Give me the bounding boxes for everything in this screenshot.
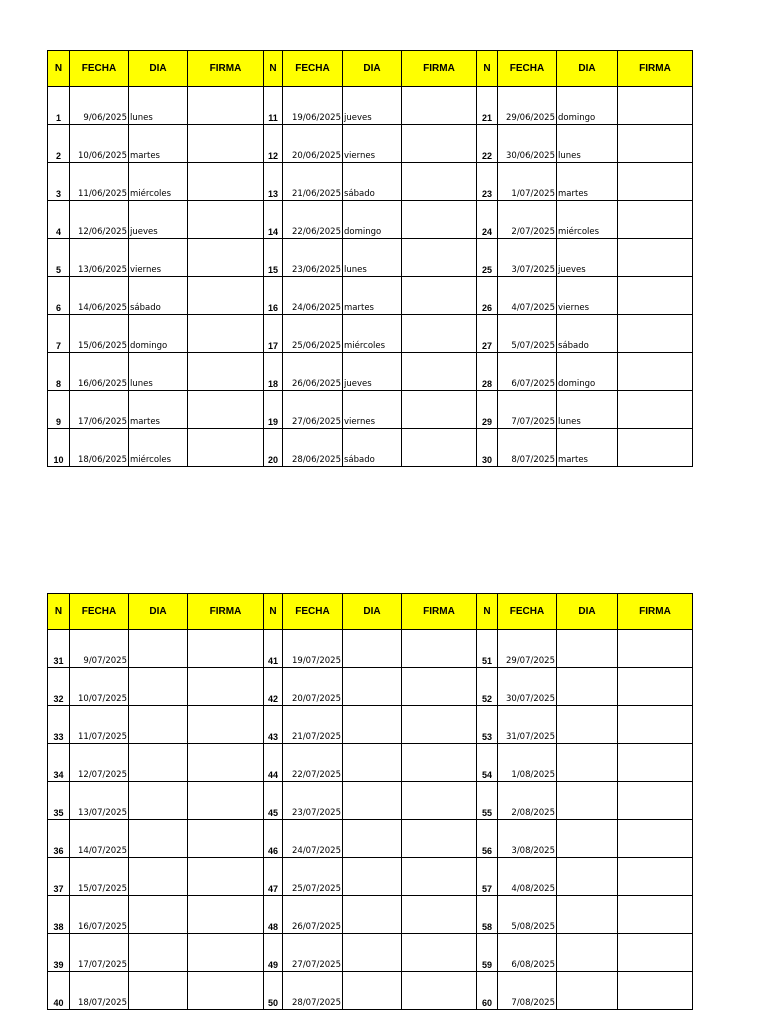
weekday-cell: martes [557,429,618,467]
weekday-cell [129,820,188,858]
signature-cell [618,391,693,429]
date-cell: 19/07/2025 [283,630,343,668]
signature-cell [618,125,693,163]
signature-cell [618,163,693,201]
row-number: 50 [264,972,283,1010]
row-number: 35 [48,782,70,820]
weekday-cell [343,972,402,1010]
row-number: 2 [48,125,70,163]
header-dia: DIA [557,51,618,87]
signature-cell [402,668,477,706]
signature-cell [402,820,477,858]
weekday-cell [129,858,188,896]
row-number: 12 [264,125,283,163]
row-number: 14 [264,201,283,239]
date-cell: 23/06/2025 [283,239,343,277]
table-row [48,429,693,467]
date-cell: 5/07/2025 [498,315,557,353]
row-number: 47 [264,858,283,896]
table-row [48,163,693,201]
header-firma: FIRMA [402,51,477,87]
date-cell: 6/07/2025 [498,353,557,391]
weekday-cell [557,668,618,706]
weekday-cell [557,630,618,668]
header-n: N [48,594,70,630]
weekday-cell [557,934,618,972]
signature-cell [188,277,264,315]
row-number: 23 [477,163,498,201]
weekday-cell: miércoles [343,315,402,353]
row-number: 26 [477,277,498,315]
signature-cell [188,391,264,429]
row-number: 31 [48,630,70,668]
weekday-cell: lunes [129,87,188,125]
signature-cell [618,668,693,706]
signature-cell [618,706,693,744]
weekday-cell: sábado [343,429,402,467]
signature-cell [618,744,693,782]
weekday-cell: martes [129,391,188,429]
table-row [48,820,693,858]
signature-cell [618,315,693,353]
table-row [48,125,693,163]
header-fecha: FECHA [498,594,557,630]
date-cell: 12/06/2025 [70,201,129,239]
header-firma: FIRMA [618,594,693,630]
row-number: 38 [48,896,70,934]
attendance-table-2 [47,593,693,1010]
row-number: 6 [48,277,70,315]
row-number: 54 [477,744,498,782]
signature-cell [188,429,264,467]
weekday-cell: martes [129,125,188,163]
signature-cell [188,87,264,125]
row-number: 27 [477,315,498,353]
signature-cell [402,125,477,163]
date-cell: 17/07/2025 [70,934,129,972]
header-n: N [477,51,498,87]
date-cell: 14/06/2025 [70,277,129,315]
weekday-cell [557,782,618,820]
weekday-cell: viernes [129,239,188,277]
table-row [48,668,693,706]
weekday-cell [129,668,188,706]
date-cell: 9/06/2025 [70,87,129,125]
weekday-cell [343,706,402,744]
date-cell: 26/07/2025 [283,896,343,934]
signature-cell [402,896,477,934]
date-cell: 20/06/2025 [283,125,343,163]
signature-cell [188,896,264,934]
weekday-cell [557,972,618,1010]
date-cell: 2/08/2025 [498,782,557,820]
weekday-cell: miércoles [557,201,618,239]
header-n: N [48,51,70,87]
signature-cell [188,630,264,668]
row-number: 34 [48,744,70,782]
header-fecha: FECHA [283,594,343,630]
weekday-cell: jueves [129,201,188,239]
table-row [48,972,693,1010]
table-body [48,630,693,1010]
row-number: 59 [477,934,498,972]
weekday-cell: viernes [343,125,402,163]
signature-cell [618,429,693,467]
table-row [48,353,693,391]
weekday-cell [129,934,188,972]
weekday-cell: jueves [343,87,402,125]
signature-cell [402,163,477,201]
header-fecha: FECHA [70,51,129,87]
signature-cell [188,972,264,1010]
row-number: 49 [264,934,283,972]
date-cell: 25/07/2025 [283,858,343,896]
date-cell: 25/06/2025 [283,315,343,353]
weekday-cell [343,858,402,896]
header-n: N [264,594,283,630]
date-cell: 27/06/2025 [283,391,343,429]
signature-cell [402,201,477,239]
table-row [48,87,693,125]
header-firma: FIRMA [188,51,264,87]
header-firma: FIRMA [188,594,264,630]
weekday-cell [557,820,618,858]
row-number: 41 [264,630,283,668]
weekday-cell [129,782,188,820]
row-number: 32 [48,668,70,706]
header-fecha: FECHA [498,51,557,87]
date-cell: 1/08/2025 [498,744,557,782]
row-number: 10 [48,429,70,467]
signature-cell [618,972,693,1010]
weekday-cell: sábado [343,163,402,201]
table-row [48,706,693,744]
row-number: 48 [264,896,283,934]
date-cell: 15/06/2025 [70,315,129,353]
signature-cell [402,782,477,820]
signature-cell [188,239,264,277]
date-cell: 10/07/2025 [70,668,129,706]
weekday-cell: domingo [557,353,618,391]
row-number: 53 [477,706,498,744]
weekday-cell: martes [343,277,402,315]
signature-cell [618,896,693,934]
signature-cell [188,858,264,896]
header-dia: DIA [129,594,188,630]
weekday-cell: domingo [343,201,402,239]
date-cell: 15/07/2025 [70,858,129,896]
weekday-cell: domingo [129,315,188,353]
table-row [48,630,693,668]
weekday-cell: miércoles [129,429,188,467]
signature-cell [618,353,693,391]
weekday-cell [343,896,402,934]
signature-cell [188,706,264,744]
date-cell: 24/07/2025 [283,820,343,858]
row-number: 33 [48,706,70,744]
header-dia: DIA [343,51,402,87]
row-number: 40 [48,972,70,1010]
row-number: 4 [48,201,70,239]
date-cell: 27/07/2025 [283,934,343,972]
row-number: 25 [477,239,498,277]
table-row [48,277,693,315]
date-cell: 9/07/2025 [70,630,129,668]
row-number: 42 [264,668,283,706]
date-cell: 20/07/2025 [283,668,343,706]
date-cell: 7/07/2025 [498,391,557,429]
row-number: 51 [477,630,498,668]
signature-cell [402,858,477,896]
header-fecha: FECHA [70,594,129,630]
header-fecha: FECHA [283,51,343,87]
date-cell: 24/06/2025 [283,277,343,315]
date-cell: 2/07/2025 [498,201,557,239]
signature-cell [402,87,477,125]
weekday-cell: lunes [557,391,618,429]
row-number: 16 [264,277,283,315]
date-cell: 28/06/2025 [283,429,343,467]
date-cell: 7/08/2025 [498,972,557,1010]
signature-cell [188,668,264,706]
row-number: 39 [48,934,70,972]
table-row [48,858,693,896]
signature-cell [188,934,264,972]
date-cell: 8/07/2025 [498,429,557,467]
signature-cell [402,391,477,429]
signature-cell [618,858,693,896]
table-row [48,201,693,239]
weekday-cell: lunes [343,239,402,277]
weekday-cell [129,706,188,744]
row-number: 37 [48,858,70,896]
date-cell: 19/06/2025 [283,87,343,125]
row-number: 28 [477,353,498,391]
date-cell: 1/07/2025 [498,163,557,201]
signature-cell [618,277,693,315]
signature-cell [618,201,693,239]
row-number: 55 [477,782,498,820]
row-number: 7 [48,315,70,353]
weekday-cell [557,706,618,744]
date-cell: 21/06/2025 [283,163,343,201]
signature-cell [618,239,693,277]
header-dia: DIA [557,594,618,630]
table-row [48,315,693,353]
row-number: 17 [264,315,283,353]
row-number: 19 [264,391,283,429]
signature-cell [402,315,477,353]
row-number: 30 [477,429,498,467]
weekday-cell [343,744,402,782]
row-number: 18 [264,353,283,391]
date-cell: 31/07/2025 [498,706,557,744]
date-cell: 13/07/2025 [70,782,129,820]
date-cell: 22/07/2025 [283,744,343,782]
table-body [48,87,693,467]
row-number: 60 [477,972,498,1010]
weekday-cell: viernes [343,391,402,429]
signature-cell [402,934,477,972]
signature-cell [618,934,693,972]
date-cell: 23/07/2025 [283,782,343,820]
row-number: 43 [264,706,283,744]
weekday-cell [343,782,402,820]
date-cell: 28/07/2025 [283,972,343,1010]
row-number: 11 [264,87,283,125]
header-n: N [477,594,498,630]
signature-cell [402,239,477,277]
date-cell: 30/06/2025 [498,125,557,163]
row-number: 57 [477,858,498,896]
row-number: 46 [264,820,283,858]
date-cell: 3/07/2025 [498,239,557,277]
signature-cell [402,972,477,1010]
row-number: 36 [48,820,70,858]
date-cell: 18/07/2025 [70,972,129,1010]
weekday-cell: sábado [557,315,618,353]
date-cell: 4/08/2025 [498,858,557,896]
row-number: 22 [477,125,498,163]
signature-cell [402,429,477,467]
date-cell: 10/06/2025 [70,125,129,163]
weekday-cell [129,972,188,1010]
weekday-cell: domingo [557,87,618,125]
date-cell: 12/07/2025 [70,744,129,782]
row-number: 21 [477,87,498,125]
signature-cell [188,315,264,353]
weekday-cell: jueves [343,353,402,391]
date-cell: 21/07/2025 [283,706,343,744]
signature-cell [618,87,693,125]
weekday-cell [343,820,402,858]
signature-cell [188,201,264,239]
row-number: 45 [264,782,283,820]
table-row [48,391,693,429]
header-dia: DIA [129,51,188,87]
date-cell: 11/07/2025 [70,706,129,744]
row-number: 3 [48,163,70,201]
weekday-cell [557,744,618,782]
date-cell: 26/06/2025 [283,353,343,391]
weekday-cell [129,896,188,934]
table-row [48,744,693,782]
table-row [48,782,693,820]
signature-cell [188,353,264,391]
signature-cell [402,353,477,391]
weekday-cell [343,934,402,972]
row-number: 58 [477,896,498,934]
weekday-cell [129,744,188,782]
signature-cell [402,744,477,782]
date-cell: 13/06/2025 [70,239,129,277]
weekday-cell: martes [557,163,618,201]
table-row [48,239,693,277]
date-cell: 3/08/2025 [498,820,557,858]
header-firma: FIRMA [618,51,693,87]
signature-cell [618,782,693,820]
header-row [48,594,693,630]
row-number: 20 [264,429,283,467]
header-row [48,51,693,87]
weekday-cell: lunes [129,353,188,391]
weekday-cell: sábado [129,277,188,315]
row-number: 56 [477,820,498,858]
row-number: 44 [264,744,283,782]
signature-cell [188,163,264,201]
attendance-table-1 [47,50,693,467]
row-number: 9 [48,391,70,429]
date-cell: 30/07/2025 [498,668,557,706]
signature-cell [188,782,264,820]
row-number: 1 [48,87,70,125]
weekday-cell: miércoles [129,163,188,201]
header-n: N [264,51,283,87]
date-cell: 29/07/2025 [498,630,557,668]
signature-cell [402,706,477,744]
row-number: 29 [477,391,498,429]
signature-cell [188,744,264,782]
date-cell: 22/06/2025 [283,201,343,239]
date-cell: 14/07/2025 [70,820,129,858]
weekday-cell: lunes [557,125,618,163]
signature-cell [188,820,264,858]
weekday-cell [343,630,402,668]
row-number: 52 [477,668,498,706]
table-row [48,896,693,934]
weekday-cell [129,630,188,668]
row-number: 15 [264,239,283,277]
row-number: 8 [48,353,70,391]
table-row [48,934,693,972]
row-number: 24 [477,201,498,239]
date-cell: 16/07/2025 [70,896,129,934]
date-cell: 5/08/2025 [498,896,557,934]
date-cell: 18/06/2025 [70,429,129,467]
header-firma: FIRMA [402,594,477,630]
weekday-cell [343,668,402,706]
signature-cell [618,630,693,668]
date-cell: 6/08/2025 [498,934,557,972]
date-cell: 16/06/2025 [70,353,129,391]
date-cell: 29/06/2025 [498,87,557,125]
signature-cell [618,820,693,858]
weekday-cell [557,896,618,934]
signature-cell [402,630,477,668]
header-dia: DIA [343,594,402,630]
signature-cell [188,125,264,163]
date-cell: 17/06/2025 [70,391,129,429]
date-cell: 11/06/2025 [70,163,129,201]
signature-cell [402,277,477,315]
weekday-cell: jueves [557,239,618,277]
weekday-cell: viernes [557,277,618,315]
row-number: 13 [264,163,283,201]
weekday-cell [557,858,618,896]
row-number: 5 [48,239,70,277]
date-cell: 4/07/2025 [498,277,557,315]
